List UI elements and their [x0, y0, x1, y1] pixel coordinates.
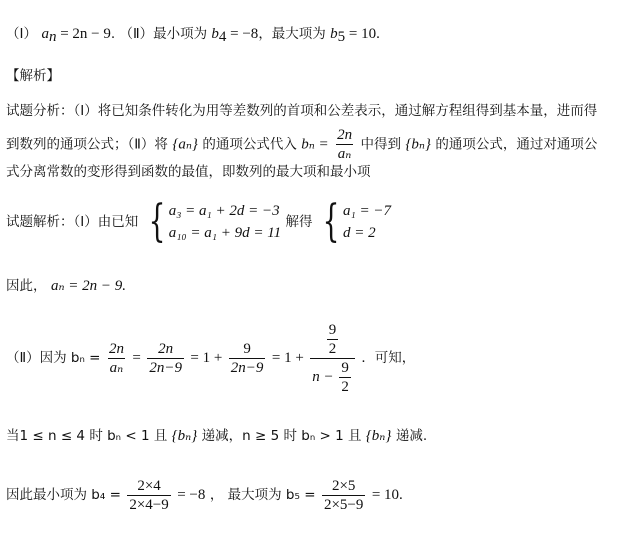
- nine-halves-top-den: 2: [328, 340, 337, 357]
- nine-halves-top-num: 9: [328, 321, 337, 338]
- min-fraction-numerator: 2×4: [137, 477, 161, 494]
- compound-fraction: [310, 321, 355, 396]
- a-n-symbol: a: [41, 26, 49, 42]
- fraction-2-numerator: 2n: [158, 340, 174, 357]
- fraction-2n-over-an: [107, 340, 126, 377]
- fraction-1-numerator: 2n: [108, 340, 124, 357]
- therefore-line: [6, 276, 126, 296]
- analysis-line-2: [6, 126, 597, 163]
- part1-label: （Ⅰ）: [6, 26, 37, 42]
- part2-intro: （Ⅱ）因为 bₙ =: [6, 350, 101, 366]
- monotone-text-2: 递减，n ≥ 5 时 bₙ > 1 且: [201, 428, 366, 444]
- bn-fraction: [335, 126, 354, 163]
- analysis-heading: 【解析】: [6, 68, 60, 84]
- solve-label: 解得: [285, 214, 313, 230]
- therefore-formula: aₙ = 2n − 9.: [50, 278, 127, 294]
- fraction-2n-over-2n-9: [147, 340, 184, 377]
- compound-denominator-prefix: n −: [312, 368, 334, 385]
- monotone-set-2: {bₙ}: [365, 428, 392, 444]
- min-result: = −8: [177, 487, 206, 503]
- result-d: d = 2: [343, 225, 376, 241]
- analysis-line-2c: 中得到: [360, 136, 406, 153]
- nine-halves-top: [327, 321, 339, 358]
- set-bn: {bₙ}: [405, 136, 431, 153]
- max-fraction-numerator: 2×5: [331, 477, 356, 494]
- fraction-9-over-2n-9: [229, 340, 266, 377]
- analysis-line-2b: 的通项公式代入: [202, 136, 302, 153]
- min-value: = −8: [226, 26, 259, 42]
- min-fraction-denominator: 2×4−9: [129, 496, 169, 513]
- monotone-text-3: 递减.: [395, 428, 428, 444]
- therefore-label: 因此，: [6, 278, 47, 294]
- max-fraction-denominator: 2×5−9: [323, 496, 364, 513]
- monotone-line: [6, 426, 427, 446]
- compound-numerator: [323, 321, 343, 358]
- b4-symbol: b: [211, 26, 219, 42]
- bn-fraction-denominator: aₙ: [337, 146, 352, 162]
- answer-line: [6, 24, 380, 47]
- conclusion-label: 因此最小项为 b₄ =: [6, 487, 121, 503]
- nine-halves-bottom-num: 9: [341, 359, 349, 376]
- analysis-line-3: 式分离常数的变形得到函数的最值，即数列的最大项和最小项: [6, 164, 371, 180]
- solution-part2: （Ⅱ）因为 bₙ = $\frac{2n}{\text{aₙ}}$ = $\frac{2n}{2n-9}$ = 1 + $\frac{9}{2n-9}$ = 1 + $\frac{9}{2}$ n − $\frac{9}{2}$ ．可知，: [6, 321, 416, 395]
- an-formula: = 2n − 9: [56, 26, 111, 42]
- equals-one-plus-1: = 1 +: [190, 350, 223, 366]
- result-a1: a₁ = −7: [343, 203, 391, 219]
- part2-label: . （Ⅱ）最小项为: [110, 26, 212, 42]
- b5-symbol: b: [330, 26, 338, 42]
- left-brace-icon: {: [148, 196, 166, 247]
- subscript-4: 4: [218, 29, 227, 45]
- bn-definition: bₙ =: [301, 136, 329, 153]
- max-value: = 10.: [345, 26, 380, 42]
- fraction-3-denominator: 2n−9: [230, 359, 264, 376]
- analysis-line-2d: 的通项公式，通过对通项公: [435, 136, 598, 153]
- fraction-3-numerator: 9: [243, 340, 251, 357]
- equation-a3: a₃ = a₁ + 2d = −3: [168, 203, 280, 219]
- equation-system: [143, 196, 282, 247]
- set-an: {aₙ}: [172, 136, 198, 153]
- subscript-n: n: [48, 29, 57, 45]
- monotone-set-1: {bₙ}: [171, 428, 198, 444]
- subscript-5: 5: [337, 29, 346, 45]
- fraction-2-denominator: 2n−9: [149, 359, 182, 376]
- conclusion-mid: ， 最大项为 b₅ =: [209, 487, 316, 503]
- nine-halves-bottom-den: 2: [341, 378, 349, 395]
- analysis-line-1: 试题分析：（Ⅰ）将已知条件转化为用等差数列的首项和公差表示，通过解方程组得到基本量，进而得: [6, 103, 598, 119]
- compound-denominator: [310, 358, 355, 396]
- solution-intro: 试题解析：（Ⅰ）由已知: [6, 214, 139, 230]
- max-label: ，最大项为: [258, 26, 331, 42]
- part2-tail: ．可知，: [361, 350, 416, 366]
- min-fraction: [127, 477, 170, 514]
- equation-a10: a₁₀ = a₁ + 9d = 11: [168, 225, 282, 241]
- analysis-line-2a: 到数列的通项公式；（Ⅱ）将: [6, 136, 168, 153]
- bn-fraction-numerator: 2n: [337, 127, 353, 143]
- equals-one-plus-2: = 1 +: [271, 350, 304, 366]
- solution-part1: [6, 196, 391, 247]
- conclusion-line: [6, 470, 403, 520]
- nine-halves-bottom: [339, 359, 351, 396]
- fraction-1-denominator: aₙ: [109, 359, 124, 376]
- left-brace-icon: {: [322, 196, 340, 247]
- monotone-text-1: 当1 ≤ n ≤ 4 时 bₙ < 1 且: [6, 428, 172, 444]
- max-fraction: [322, 477, 365, 514]
- solution-system: [317, 196, 391, 247]
- max-result: = 10.: [371, 487, 403, 503]
